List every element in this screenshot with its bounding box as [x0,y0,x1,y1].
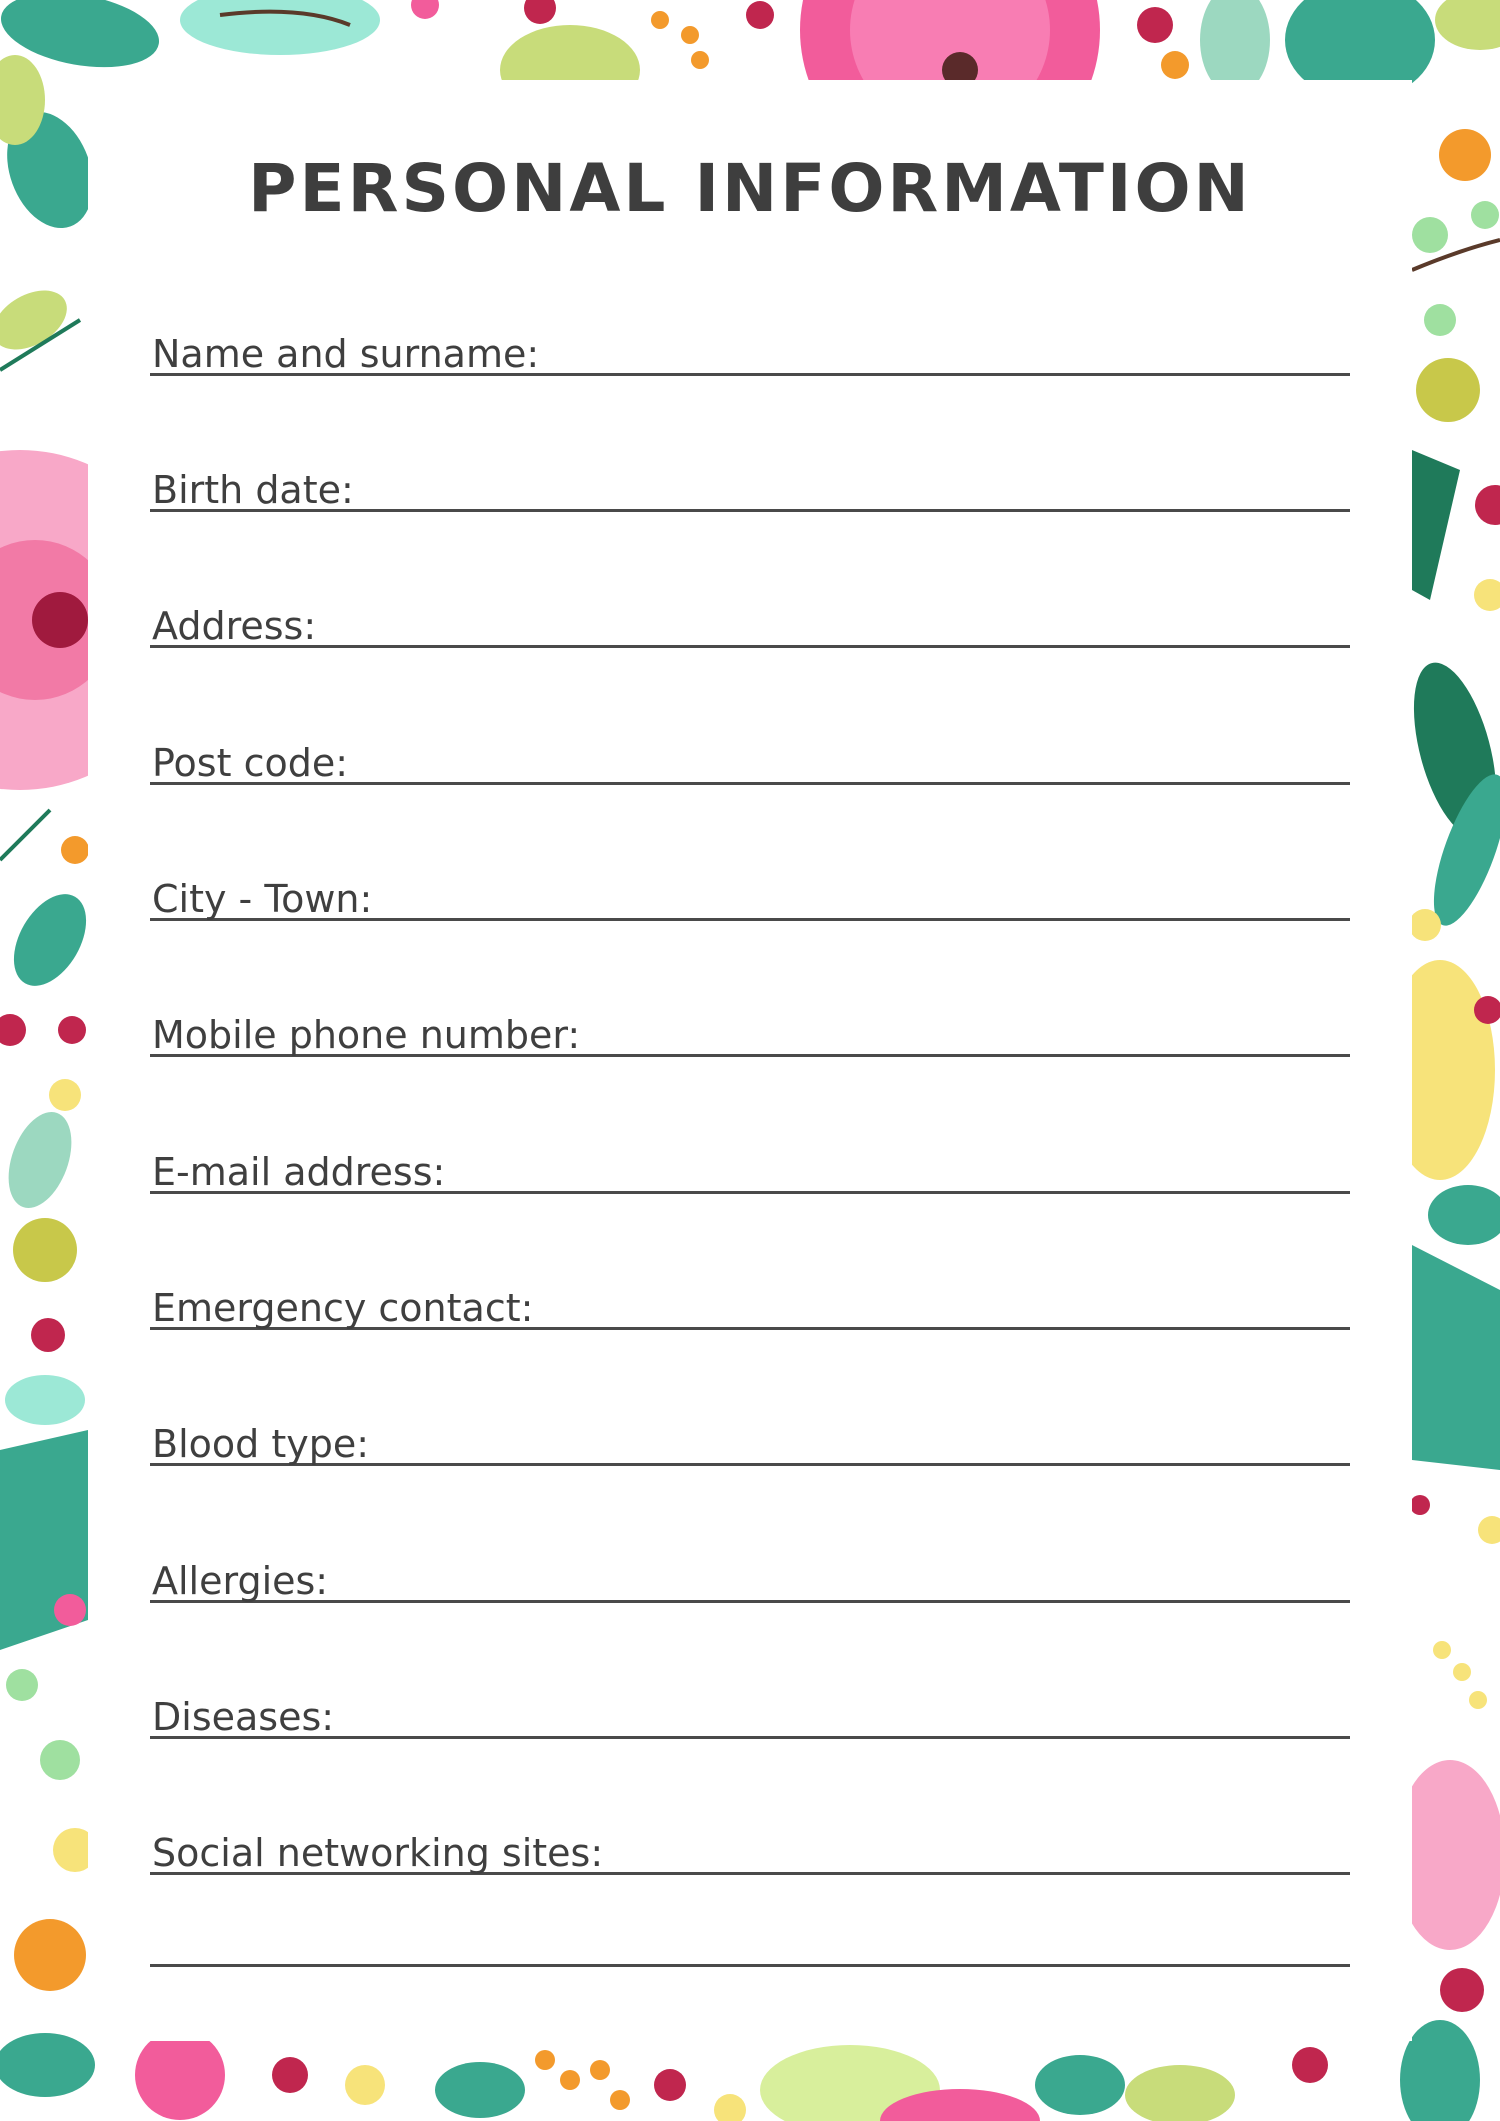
berry-decoration [1439,129,1491,181]
page-title: PERSONAL INFORMATION [248,150,1252,227]
berry-decoration [610,2090,630,2110]
berry-decoration [1410,1495,1430,1515]
stem-decoration [0,810,50,860]
berry-decoration [58,1016,86,1044]
name-field[interactable] [150,316,1350,376]
leaf-decoration [0,882,101,999]
berry-decoration [345,2065,385,2105]
berry-decoration [1433,1641,1451,1659]
berry-decoration [1453,1663,1471,1681]
berry-decoration [0,1014,26,1046]
berry-decoration [651,11,669,29]
berry-decoration [1474,579,1500,611]
berry-decoration [1478,1516,1500,1544]
email-field[interactable] [150,1134,1350,1194]
field-label: Allergies: [152,1559,329,1603]
diseases-field[interactable] [150,1679,1350,1739]
blank-line-field[interactable] [150,1907,1350,1967]
berry-decoration [560,2070,580,2090]
berry-decoration [681,26,699,44]
flower-decoration [32,592,88,648]
mobile-phone-field[interactable] [150,997,1350,1057]
berry-decoration [524,0,556,24]
leaf-decoration [1435,0,1500,50]
berry-decoration [590,2060,610,2080]
berry-decoration [61,836,89,864]
berry-decoration [1416,358,1480,422]
berry-decoration [1424,304,1456,336]
city-town-field[interactable] [150,861,1350,921]
berry-decoration [272,2057,308,2093]
berry-decoration [1412,217,1448,253]
berry-decoration [1440,1968,1484,2012]
berry-decoration [31,1318,65,1352]
allergies-field[interactable] [150,1543,1350,1603]
berry-decoration [654,2069,686,2101]
social-networking-field[interactable] [150,1815,1350,1875]
field-label: E-mail address: [152,1150,446,1194]
field-label: Emergency contact: [152,1286,534,1330]
blood-type-field[interactable] [150,1406,1350,1466]
berry-decoration [1471,201,1499,229]
berry-decoration [1161,51,1189,79]
berry-decoration [411,0,439,19]
birth-date-field[interactable] [150,452,1350,512]
leaf-decoration [1428,1185,1500,1245]
leaf-decoration [5,1375,85,1425]
field-label: Name and surname: [152,332,540,376]
berry-decoration [1475,485,1500,525]
leaf-decoration [0,1103,83,1216]
berry-decoration [54,1594,86,1626]
field-label: City - Town: [152,877,373,921]
berry-decoration [1469,1691,1487,1709]
field-label: Post code: [152,741,349,785]
field-label: Blood type: [152,1422,370,1466]
form-sheet [88,80,1412,2041]
berry-decoration [691,51,709,69]
leaf-decoration [435,2062,525,2118]
field-label: Birth date: [152,468,354,512]
berry-decoration [6,1669,38,1701]
field-label: Address: [152,604,317,648]
emergency-contact-field[interactable] [150,1270,1350,1330]
leaf-decoration [0,278,77,361]
leaf-decoration [0,2033,95,2097]
berry-decoration [1409,909,1441,941]
leaf-decoration [180,0,380,55]
berry-decoration [535,2050,555,2070]
berry-decoration [40,1740,80,1780]
berry-decoration [1137,7,1173,43]
berry-decoration [1292,2047,1328,2083]
leaf-decoration [1035,2055,1125,2115]
address-field[interactable] [150,588,1350,648]
field-label: Diseases: [152,1695,335,1739]
post-code-field[interactable] [150,725,1350,785]
berry-decoration [49,1079,81,1111]
leaf-decoration [1400,2020,1480,2121]
berry-decoration [714,2094,746,2121]
leaf-decoration [1125,2065,1235,2121]
berry-decoration [135,2030,225,2120]
leaf-decoration [1412,1245,1500,1470]
field-label: Social networking sites: [152,1831,604,1875]
berry-decoration [746,1,774,29]
leaf-decoration [1412,450,1460,600]
berry-decoration [13,1218,77,1282]
berry-decoration [14,1919,86,1991]
field-label: Mobile phone number: [152,1013,581,1057]
